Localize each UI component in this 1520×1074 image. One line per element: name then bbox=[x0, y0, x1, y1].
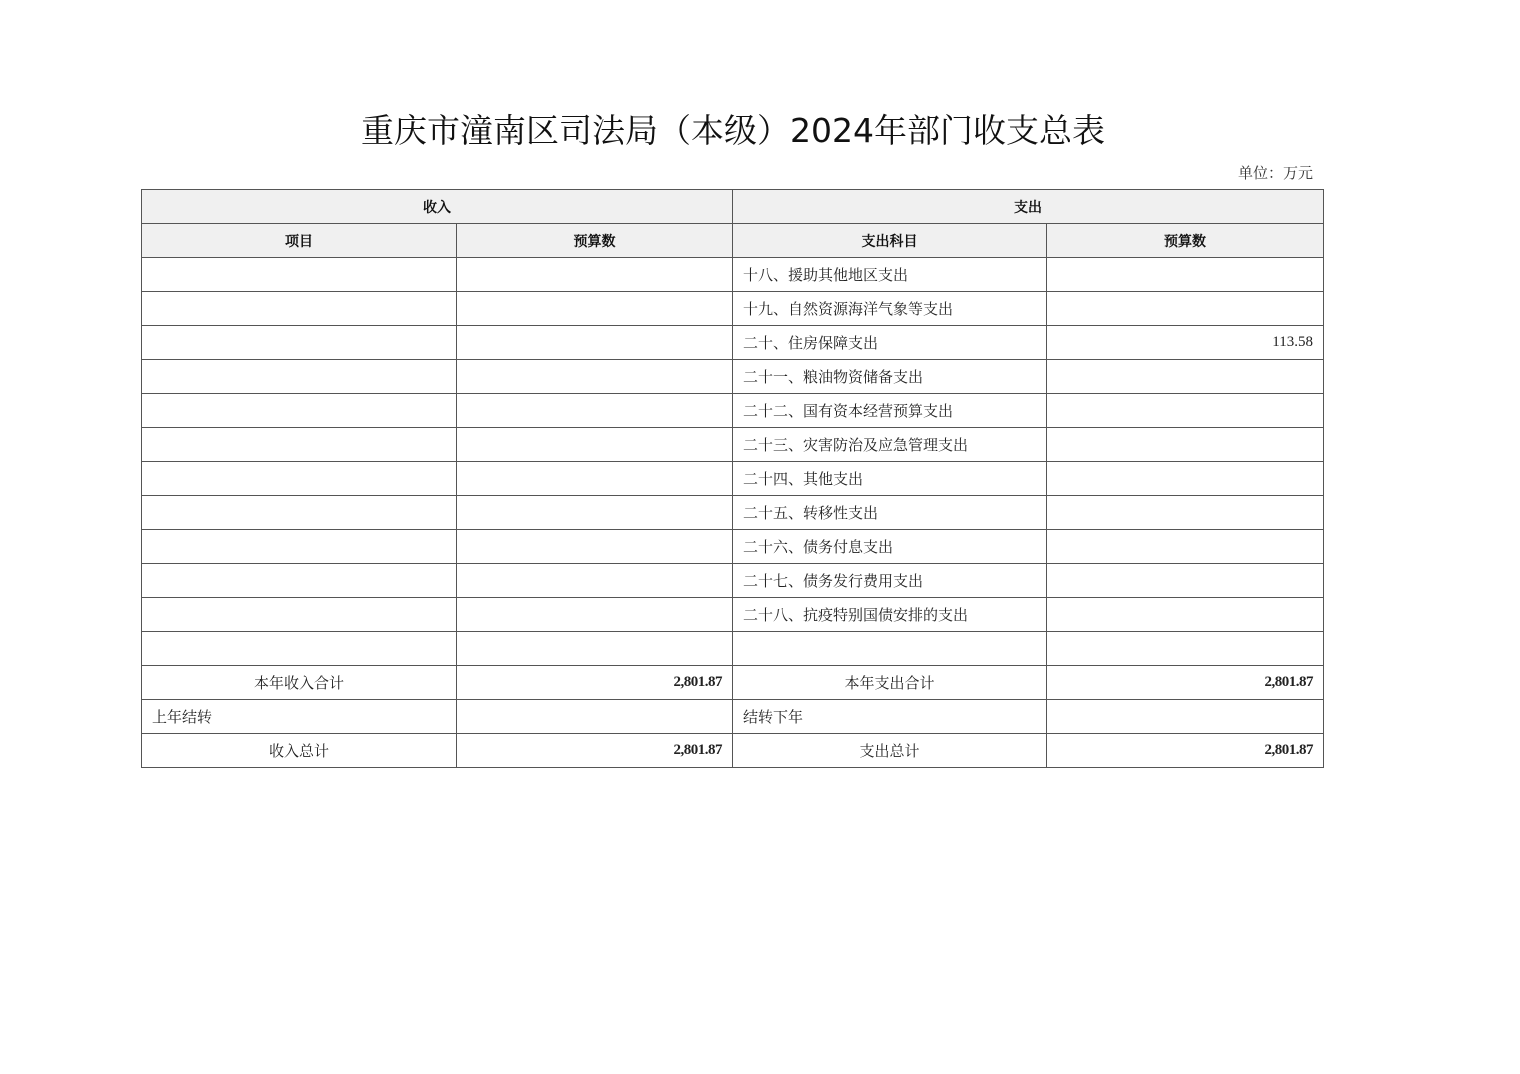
income-budget-cell bbox=[457, 258, 733, 292]
expense-item-cell: 二十、住房保障支出 bbox=[733, 326, 1047, 360]
table-row bbox=[142, 462, 1324, 496]
income-item-cell bbox=[142, 428, 457, 462]
unit-label: 单位：万元 bbox=[1237, 164, 1313, 182]
expense-budget-header: 预算数 bbox=[1047, 224, 1324, 258]
expense-budget-cell bbox=[1047, 632, 1324, 666]
income-grand-total-value: 2,801.87 bbox=[457, 734, 733, 768]
income-item-cell bbox=[142, 360, 457, 394]
income-budget-cell bbox=[457, 564, 733, 598]
column-header-row bbox=[142, 224, 1324, 258]
year-expense-total-value: 2,801.87 bbox=[1047, 666, 1324, 700]
expense-budget-cell bbox=[1047, 462, 1324, 496]
income-budget-header: 预算数 bbox=[457, 224, 733, 258]
income-budget-cell bbox=[457, 394, 733, 428]
income-grand-total-label: 收入总计 bbox=[142, 734, 457, 768]
page-title: 重庆市潼南区司法局（本级）2024年部门收支总表 bbox=[361, 111, 1105, 150]
income-item-cell bbox=[142, 496, 457, 530]
carry-in-value bbox=[457, 700, 733, 734]
section-header-row bbox=[142, 190, 1324, 224]
income-budget-cell bbox=[457, 530, 733, 564]
expense-budget-cell bbox=[1047, 598, 1324, 632]
income-budget-cell bbox=[457, 360, 733, 394]
table-row bbox=[142, 394, 1324, 428]
income-item-cell bbox=[142, 258, 457, 292]
expense-grand-total-label: 支出总计 bbox=[733, 734, 1047, 768]
expense-budget-cell bbox=[1047, 564, 1324, 598]
expense-budget-cell bbox=[1047, 496, 1324, 530]
budget-table bbox=[141, 189, 1324, 768]
expense-item-cell bbox=[733, 632, 1047, 666]
income-section-header: 收入 bbox=[142, 190, 733, 224]
expense-budget-cell bbox=[1047, 428, 1324, 462]
expense-budget-cell bbox=[1047, 258, 1324, 292]
carry-out-value bbox=[1047, 700, 1324, 734]
table-row bbox=[142, 530, 1324, 564]
table-row bbox=[142, 292, 1324, 326]
income-budget-cell bbox=[457, 598, 733, 632]
expense-item-cell: 二十八、抗疫特别国债安排的支出 bbox=[733, 598, 1047, 632]
carry-in-label: 上年结转 bbox=[142, 700, 457, 734]
expense-item-cell: 二十一、粮油物资储备支出 bbox=[733, 360, 1047, 394]
expense-budget-cell bbox=[1047, 292, 1324, 326]
expense-item-cell: 二十二、国有资本经营预算支出 bbox=[733, 394, 1047, 428]
expense-grand-total-value: 2,801.87 bbox=[1047, 734, 1324, 768]
table-row bbox=[142, 428, 1324, 462]
table-row bbox=[142, 598, 1324, 632]
year-income-total-value: 2,801.87 bbox=[457, 666, 733, 700]
table-row bbox=[142, 258, 1324, 292]
year-income-total-label: 本年收入合计 bbox=[142, 666, 457, 700]
income-item-cell bbox=[142, 326, 457, 360]
income-budget-cell bbox=[457, 292, 733, 326]
expense-budget-cell bbox=[1047, 530, 1324, 564]
carry-over-row bbox=[142, 700, 1324, 734]
grand-total-row bbox=[142, 734, 1324, 768]
income-item-cell bbox=[142, 292, 457, 326]
income-budget-cell bbox=[457, 428, 733, 462]
income-item-cell bbox=[142, 462, 457, 496]
income-item-cell bbox=[142, 394, 457, 428]
income-item-header: 项目 bbox=[142, 224, 457, 258]
expense-item-cell: 二十六、债务付息支出 bbox=[733, 530, 1047, 564]
expense-item-cell: 二十七、债务发行费用支出 bbox=[733, 564, 1047, 598]
income-item-cell bbox=[142, 564, 457, 598]
table-row bbox=[142, 496, 1324, 530]
income-item-cell bbox=[142, 598, 457, 632]
expense-item-cell: 二十五、转移性支出 bbox=[733, 496, 1047, 530]
expense-budget-cell: 113.58 bbox=[1047, 326, 1324, 360]
expense-budget-cell bbox=[1047, 394, 1324, 428]
carry-out-label: 结转下年 bbox=[733, 700, 1047, 734]
table-row bbox=[142, 326, 1324, 360]
expense-item-header: 支出科目 bbox=[733, 224, 1047, 258]
expense-item-cell: 十八、援助其他地区支出 bbox=[733, 258, 1047, 292]
table-row bbox=[142, 632, 1324, 666]
table-row bbox=[142, 564, 1324, 598]
expense-item-cell: 二十四、其他支出 bbox=[733, 462, 1047, 496]
table-row bbox=[142, 360, 1324, 394]
income-budget-cell bbox=[457, 496, 733, 530]
income-budget-cell bbox=[457, 326, 733, 360]
expense-budget-cell bbox=[1047, 360, 1324, 394]
expense-item-cell: 十九、自然资源海洋气象等支出 bbox=[733, 292, 1047, 326]
expense-item-cell: 二十三、灾害防治及应急管理支出 bbox=[733, 428, 1047, 462]
year-expense-total-label: 本年支出合计 bbox=[733, 666, 1047, 700]
expense-section-header: 支出 bbox=[733, 190, 1324, 224]
income-item-cell bbox=[142, 632, 457, 666]
year-total-row bbox=[142, 666, 1324, 700]
income-budget-cell bbox=[457, 632, 733, 666]
income-budget-cell bbox=[457, 462, 733, 496]
income-item-cell bbox=[142, 530, 457, 564]
